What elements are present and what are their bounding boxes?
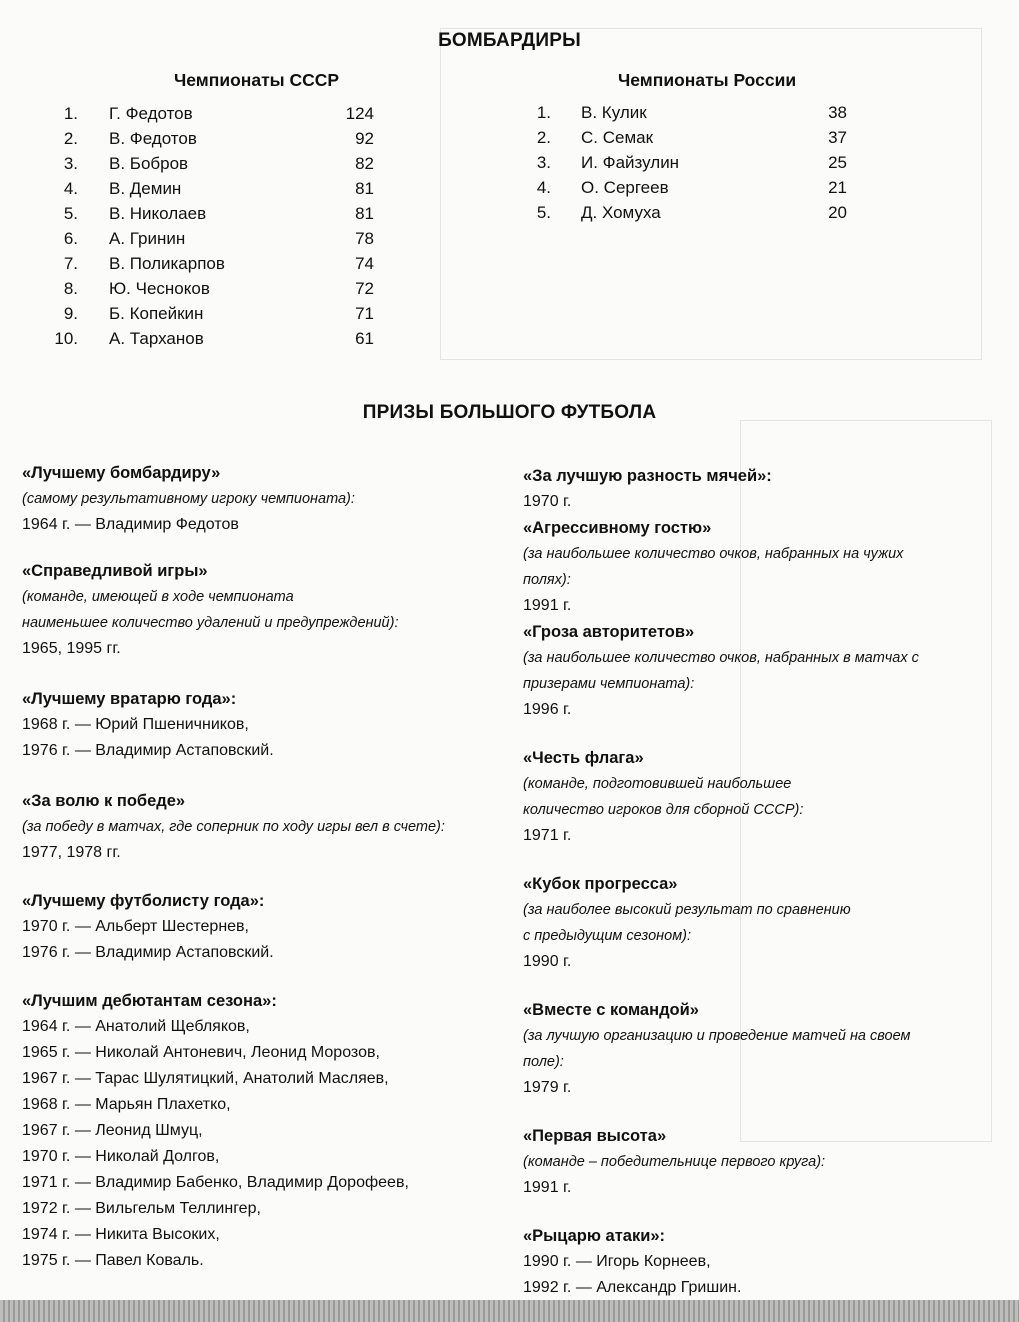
scorer-row [52,101,382,126]
scorer-name: В. Бобров [109,154,189,173]
prize-winner: 1967 г. — Тарас Шулятицкий, Анатолий Масляев, [22,1070,389,1087]
scorers-title: БОМБАРДИРЫ [438,30,581,51]
prize-description: (команде, имеющей в ходе чемпионата [22,589,294,605]
scorer-rank: 6. [63,229,78,248]
prize-winner: 1970 г. — Альберт Шестернев, [22,918,249,935]
prize-block [523,871,1003,975]
prize-winner: 1976 г. — Владимир Астаповский. [22,944,274,961]
scorer-row [525,150,855,175]
prize-winner: 1970 г. [523,493,572,510]
prize-title: «Агрессивному гостю» [523,519,712,537]
prizes-title: ПРИЗЫ БОЛЬШОГО ФУТБОЛА [362,402,657,423]
prize-title: «Лучшим дебютантам сезона»: [22,992,277,1010]
scorer-goals: 71 [355,304,374,323]
scorer-rank: 4. [536,178,551,197]
scorer-rank: 5. [536,203,551,222]
scorer-name: В. Демин [109,179,182,198]
prize-winner: 1964 г. — Владимир Федотов [22,516,239,533]
scorer-rank: 3. [536,153,551,172]
prize-title: «Рыцарю атаки»: [523,1227,666,1245]
scorer-name: В. Поликарпов [109,254,225,273]
prize-winner: 1976 г. — Владимир Астаповский. [22,742,274,759]
scorer-rank: 4. [63,179,78,198]
bottom-decorative-bar [0,1300,1019,1322]
scorer-goals: 72 [355,279,374,298]
scorer-row [52,301,382,326]
scorer-rank: 8. [63,279,78,298]
prizes-left-column [22,460,512,1274]
scorer-name: Б. Копейкин [109,304,204,323]
scorer-rank: 3. [63,154,78,173]
scorer-rank: 2. [63,129,78,148]
prize-description: (за наиболее высокий результат по сравнению [523,902,851,918]
prize-title: «За лучшую разность мячей»: [523,467,772,485]
scorer-name: А. Гринин [109,229,186,248]
russia-title: Чемпионаты России [618,70,797,90]
prize-block [22,888,512,966]
prize-description: с предыдущим сезоном): [523,928,692,944]
prize-winner: 1967 г. — Леонид Шмуц, [22,1122,203,1139]
prize-winner: 1971 г. [523,827,572,844]
scorer-row [52,251,382,276]
scorer-goals: 82 [355,154,374,173]
scorer-name: Ю. Чесноков [109,279,210,298]
prizes-right-column [523,463,1003,1301]
scorer-name: С. Семак [581,128,654,147]
prize-winner: 1977, 1978 гг. [22,844,121,861]
scorer-goals: 25 [828,153,847,172]
prize-title: «Первая высота» [523,1127,667,1145]
prize-description: поле): [523,1054,564,1070]
prize-title: «За волю к победе» [22,792,186,810]
prize-block [523,1123,1003,1201]
prize-description: (самому результативному игроку чемпионата): [22,491,355,507]
scorer-row [525,175,855,200]
prize-block [523,745,1003,849]
prize-winner: 1972 г. — Вильгельм Теллингер, [22,1200,261,1217]
prize-block [523,1223,1003,1301]
prize-block [22,686,512,764]
scorer-row [52,176,382,201]
prize-block [22,788,512,866]
scorer-name: В. Федотов [109,129,197,148]
scorer-rank: 10. [54,329,78,348]
scorer-goals: 81 [355,204,374,223]
scorer-name: В. Кулик [581,103,647,122]
prize-description: (команде – победительнице первого круга): [523,1154,826,1170]
prize-winner: 1992 г. — Александр Гришин. [523,1279,742,1296]
prize-winner: 1996 г. [523,701,572,718]
scorer-goals: 78 [355,229,374,248]
prize-winner: 1968 г. — Марьян Плахетко, [22,1096,231,1113]
prize-title: «Вместе с командой» [523,1001,699,1019]
prize-description: (за лучшую организацию и проведение матчей на своем [523,1028,911,1044]
prize-title: «Кубок прогресса» [523,875,678,893]
prize-winner: 1965, 1995 гг. [22,640,121,657]
scorer-row [52,326,382,351]
prize-block [523,515,1003,619]
prize-block [22,460,512,538]
scorer-rank: 1. [63,104,78,123]
scorer-rank: 2. [536,128,551,147]
prize-winner: 1990 г. [523,953,572,970]
prize-description: количество игроков для сборной СССР): [523,802,804,818]
prize-winner: 1968 г. — Юрий Пшеничников, [22,716,249,733]
scorer-goals: 124 [345,104,374,123]
scorer-goals: 20 [828,203,847,222]
prize-description: (команде, подготовившей наибольшее [523,776,792,792]
prize-title: «Гроза авторитетов» [523,623,695,641]
scorer-rank: 9. [63,304,78,323]
scorer-row [52,276,382,301]
scorer-goals: 21 [828,178,847,197]
prize-title: «Честь флага» [523,749,644,767]
prize-description: призерами чемпионата): [523,676,695,692]
prize-description: (за наибольшее количество очков, набранных на чужих [523,546,904,562]
prize-description: наименьшее количество удалений и предупреждений): [22,615,399,631]
scorer-row [525,100,855,125]
prize-winner: 1964 г. — Анатолий Щебляков, [22,1018,250,1035]
scorer-goals: 74 [355,254,374,273]
prize-description: полях): [523,572,571,588]
scorer-goals: 37 [828,128,847,147]
scorer-goals: 61 [355,329,374,348]
prize-winner: 1979 г. [523,1079,572,1096]
scorer-goals: 92 [355,129,374,148]
scorer-rank: 1. [536,103,551,122]
scorer-row [525,200,855,225]
scorer-row [52,226,382,251]
prize-winner: 1991 г. [523,597,572,614]
scorer-name: О. Сергеев [581,178,669,197]
ussr-title: Чемпионаты СССР [174,70,340,90]
prize-winner: 1971 г. — Владимир Бабенко, Владимир Дорофеев, [22,1174,409,1191]
scorer-goals: 81 [355,179,374,198]
scorer-rank: 7. [63,254,78,273]
scorer-name: И. Файзулин [581,153,680,172]
scorer-row [52,151,382,176]
prize-title: «Лучшему бомбардиру» [22,464,221,482]
ussr-scorers-table [52,101,382,351]
prize-winner: 1974 г. — Никита Высоких, [22,1226,220,1243]
scorer-rank: 5. [63,204,78,223]
scorer-name: Г. Федотов [109,104,193,123]
prize-title: «Справедливой игры» [22,562,208,580]
scorer-name: А. Тарханов [109,329,204,348]
russia-scorers-table [525,100,855,225]
prize-block [523,463,1003,515]
prize-description: (за победу в матчах, где соперник по ходу игры вел в счете): [22,819,445,835]
prize-title: «Лучшему вратарю года»: [22,690,237,708]
scorer-row [52,126,382,151]
prize-winner: 1970 г. — Николай Долгов, [22,1148,220,1165]
prize-winner: 1975 г. — Павел Коваль. [22,1252,204,1269]
prize-winner: 1965 г. — Николай Антоневич, Леонид Морозов, [22,1044,380,1061]
scorer-row [52,201,382,226]
prize-block [523,619,1003,723]
prize-winner: 1991 г. [523,1179,572,1196]
prize-block [22,558,512,662]
prize-title: «Лучшему футболисту года»: [22,892,265,910]
scorer-goals: 38 [828,103,847,122]
scorer-row [525,125,855,150]
prize-description: (за наибольшее количество очков, набранных в матчах с [523,650,919,666]
scorer-name: В. Николаев [109,204,207,223]
prize-block [523,997,1003,1101]
scorer-name: Д. Хомуха [581,203,661,222]
prize-block [22,988,512,1274]
prize-winner: 1990 г. — Игорь Корнеев, [523,1253,711,1270]
